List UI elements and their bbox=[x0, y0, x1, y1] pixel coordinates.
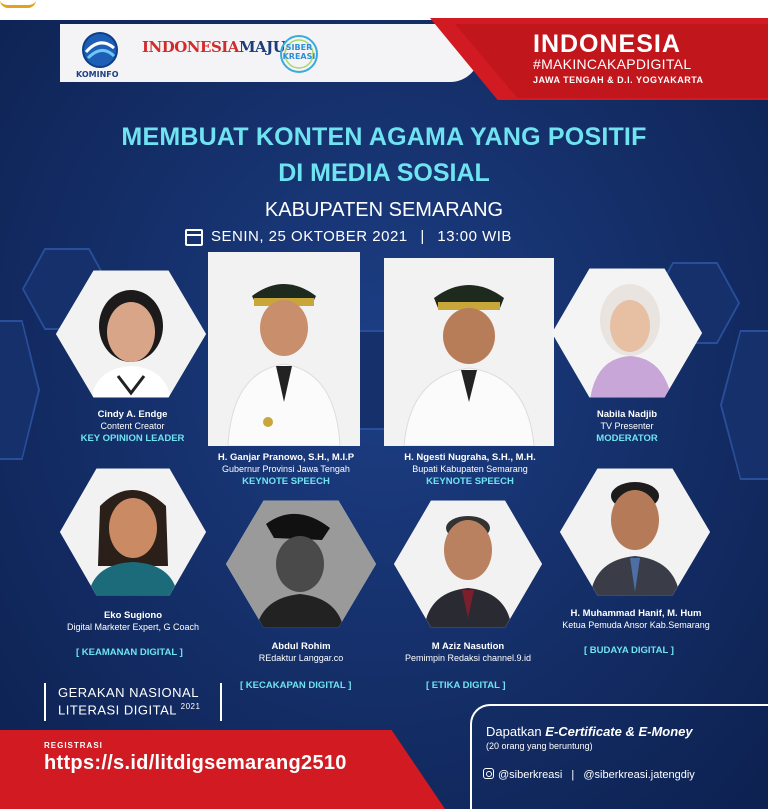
speaker-hanif bbox=[546, 608, 726, 630]
event-time: 13:00 WIB bbox=[437, 228, 512, 245]
portrait-man-tie-icon bbox=[560, 466, 710, 598]
speaker-ganjar bbox=[196, 452, 376, 487]
gerakan-line1: GERAKAN NASIONAL bbox=[58, 685, 199, 700]
certificate-frame bbox=[470, 704, 768, 809]
tag-keamanan-digital: [ KEAMANAN DIGITAL ] bbox=[76, 647, 183, 658]
speaker-name: M Aziz Nasution bbox=[431, 641, 505, 652]
maju-logo-part1: INDONESIA bbox=[142, 38, 239, 56]
speaker-tag: KEYNOTE SPEECH bbox=[242, 476, 330, 487]
speaker-name: H. Ganjar Pranowo, S.H., M.I.P bbox=[217, 452, 355, 463]
instagram-icon bbox=[483, 768, 494, 779]
speaker-role: TV Presenter bbox=[600, 421, 654, 431]
gerakan-nasional-logo bbox=[44, 683, 222, 721]
photo-aziz bbox=[394, 498, 542, 630]
badge-hashtag: #MAKINCAKAPDIGITAL bbox=[533, 56, 692, 72]
registration-label: REGISTRASI bbox=[44, 741, 103, 750]
speaker-nabila bbox=[552, 409, 702, 444]
photo-ngesti bbox=[384, 258, 554, 446]
top-decoration bbox=[0, 0, 36, 8]
decor-hex bbox=[0, 320, 40, 460]
speaker-tag: MODERATOR bbox=[596, 433, 658, 444]
badge-title: INDONESIA bbox=[533, 30, 681, 58]
speaker-name: Nabila Nadjib bbox=[596, 409, 658, 420]
speaker-name: Abdul Rohim bbox=[271, 641, 331, 652]
certificate-note: (20 orang yang beruntung) bbox=[486, 741, 593, 751]
speaker-eko bbox=[48, 610, 218, 632]
tag-etika-digital: [ ETIKA DIGITAL ] bbox=[426, 680, 506, 691]
siberkreasi-logo bbox=[278, 33, 320, 75]
top-strip bbox=[0, 0, 768, 20]
instagram-handle[interactable]: @siberkreasi bbox=[498, 769, 563, 781]
speaker-ngesti bbox=[380, 452, 560, 487]
event-datetime bbox=[185, 228, 512, 245]
certificate-prefix: Dapatkan bbox=[486, 724, 542, 739]
photo-abdul bbox=[226, 498, 376, 630]
siberkreasi-line2: KREASI bbox=[282, 52, 316, 61]
photo-eko bbox=[60, 466, 206, 598]
portrait-regent-icon bbox=[384, 258, 554, 446]
speaker-role: Content Creator bbox=[100, 421, 165, 431]
date-separator: | bbox=[420, 228, 425, 245]
speaker-role: Gubernur Provinsi Jawa Tengah bbox=[222, 464, 350, 474]
tag-kecakapan-digital: [ KECAKAPAN DIGITAL ] bbox=[240, 680, 352, 691]
portrait-man-longhair-icon bbox=[60, 466, 206, 598]
certificate-highlight: E-Certificate & E-Money bbox=[545, 724, 693, 739]
event-location: KABUPATEN SEMARANG bbox=[264, 199, 504, 221]
kominfo-label: KOMINFO bbox=[76, 70, 119, 79]
speaker-tag: KEYNOTE SPEECH bbox=[426, 476, 514, 487]
speaker-tag: KEY OPINION LEADER bbox=[80, 433, 185, 444]
event-title-line2: DI MEDIA SOSIAL bbox=[278, 159, 490, 187]
speaker-role: Digital Marketer Expert, G Coach bbox=[66, 622, 200, 632]
speaker-name: H. Muhammad Hanif, M. Hum bbox=[570, 608, 702, 619]
speaker-role: REdaktur Langgar.co bbox=[258, 653, 344, 663]
speaker-role: Pemimpin Redaksi channel.9.id bbox=[404, 653, 532, 663]
badge-region: JAWA TENGAH & D.I. YOGYAKARTA bbox=[533, 75, 704, 85]
social-handles bbox=[483, 768, 695, 781]
kominfo-logo bbox=[76, 30, 120, 80]
kominfo-emblem-icon bbox=[80, 30, 120, 70]
siberkreasi-text bbox=[282, 43, 316, 61]
portrait-man-bw-icon bbox=[226, 498, 376, 630]
registration-link[interactable]: https://s.id/litdigsemarang2510 bbox=[44, 752, 347, 774]
instagram-handle-2[interactable]: @siberkreasi.jatengdiy bbox=[583, 769, 695, 781]
speaker-abdul bbox=[216, 641, 386, 663]
photo-hanif bbox=[560, 466, 710, 598]
speaker-name: Eko Sugiono bbox=[103, 610, 163, 621]
siberkreasi-line1: SIBER bbox=[285, 43, 313, 52]
gerakan-year: 2021 bbox=[180, 702, 201, 711]
event-date: SENIN, 25 OKTOBER 2021 bbox=[211, 228, 408, 245]
indonesia-maju-logo bbox=[142, 38, 285, 56]
portrait-man-suit-icon bbox=[394, 498, 542, 630]
speaker-name: Cindy A. Endge bbox=[97, 409, 168, 420]
decor-hex bbox=[720, 330, 768, 480]
certificate-offer bbox=[486, 724, 693, 739]
portrait-governor-icon bbox=[208, 252, 360, 446]
speaker-cindy bbox=[50, 409, 215, 444]
speaker-name: H. Ngesti Nugraha, S.H., M.H. bbox=[404, 452, 536, 463]
tag-budaya-digital: [ BUDAYA DIGITAL ] bbox=[584, 645, 674, 656]
speaker-aziz bbox=[380, 641, 556, 663]
event-title-line1: MEMBUAT KONTEN AGAMA YANG POSITIF bbox=[121, 123, 647, 151]
social-separator: | bbox=[571, 769, 575, 781]
gerakan-line2 bbox=[58, 702, 200, 717]
photo-ganjar bbox=[208, 252, 360, 446]
maju-logo-part2: MAJU bbox=[238, 38, 286, 56]
speaker-role: Bupati Kabupaten Semarang bbox=[412, 464, 528, 474]
speaker-role: Ketua Pemuda Ansor Kab.Semarang bbox=[562, 620, 710, 630]
gerakan-line2-text: LITERASI DIGITAL bbox=[58, 702, 177, 718]
